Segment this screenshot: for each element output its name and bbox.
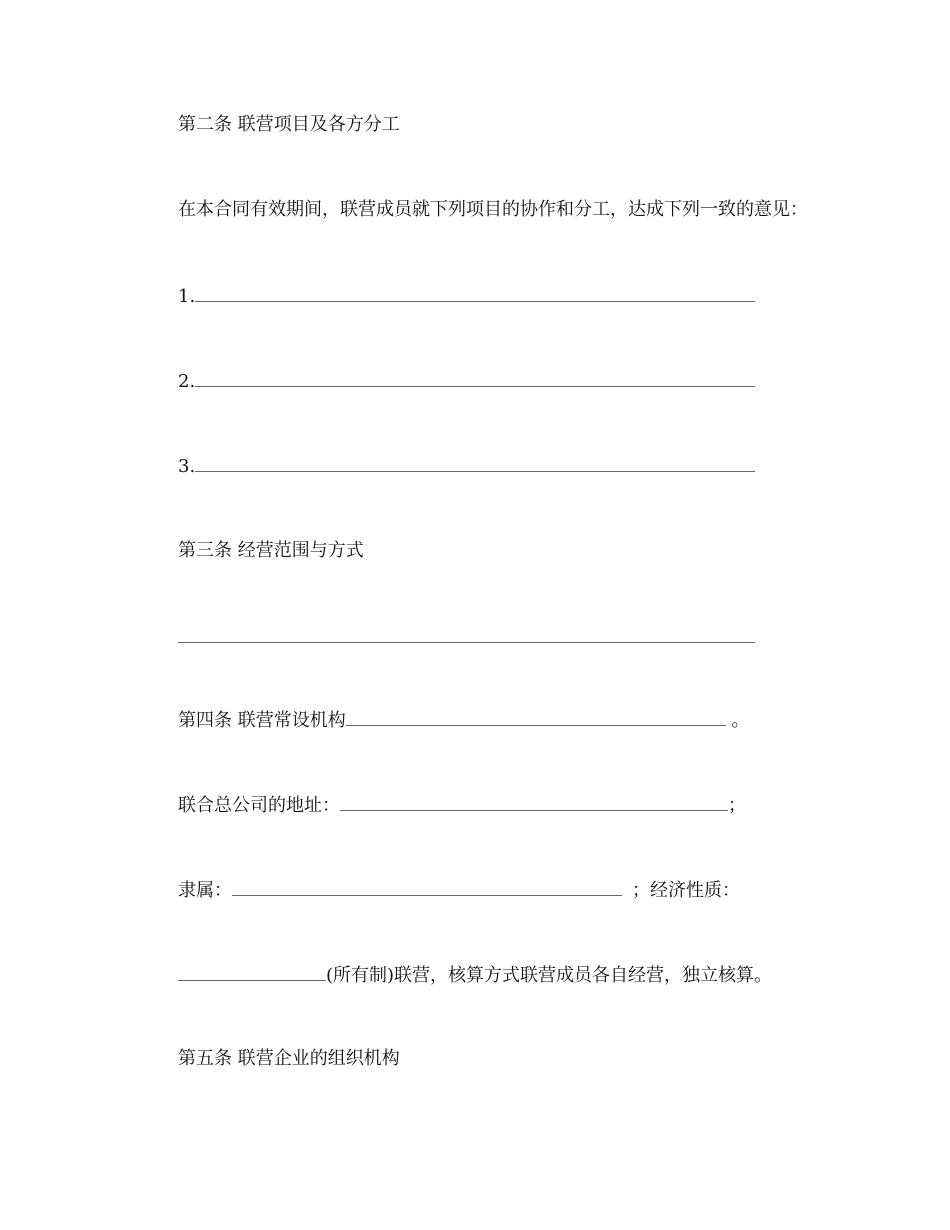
ownership-blank[interactable] bbox=[178, 962, 326, 981]
article-4-heading: 第四条 联营常设机构 bbox=[178, 710, 346, 731]
economic-nature-label: ；经济性质： bbox=[632, 880, 740, 901]
scope-blank[interactable] bbox=[178, 642, 755, 643]
item-1 bbox=[178, 283, 755, 309]
standing-body-blank[interactable] bbox=[346, 707, 726, 726]
address-label: 联合总公司的地址： bbox=[178, 795, 340, 816]
item-3 bbox=[178, 453, 755, 479]
item-2-blank[interactable] bbox=[195, 368, 755, 387]
affiliation-line bbox=[178, 877, 740, 903]
ownership-line bbox=[178, 962, 772, 988]
affiliation-blank[interactable] bbox=[232, 877, 622, 896]
item-3-number: 3. bbox=[178, 456, 196, 477]
address-end: ； bbox=[728, 795, 746, 816]
article-2-intro: 在本合同有效期间，联营成员就下列项目的协作和分工，达成下列一致的意见： bbox=[178, 199, 808, 220]
article-2-heading: 第二条 联营项目及各方分工 bbox=[178, 114, 400, 135]
address-line bbox=[178, 792, 746, 818]
affiliation-label: 隶属： bbox=[178, 880, 232, 901]
item-3-blank[interactable] bbox=[195, 453, 755, 472]
item-2 bbox=[178, 368, 755, 394]
item-1-blank[interactable] bbox=[195, 283, 755, 302]
article-4-heading-line bbox=[178, 707, 749, 733]
article-4-heading-end: 。 bbox=[725, 710, 750, 731]
article-3-heading: 第三条 经营范围与方式 bbox=[178, 540, 364, 561]
address-blank[interactable] bbox=[340, 792, 728, 811]
article-5-heading: 第五条 联营企业的组织机构 bbox=[178, 1048, 400, 1069]
item-2-number: 2. bbox=[178, 371, 196, 392]
item-1-number: 1. bbox=[178, 286, 196, 307]
ownership-text: (所有制)联营，核算方式联营成员各自经营，独立核算。 bbox=[326, 965, 773, 986]
